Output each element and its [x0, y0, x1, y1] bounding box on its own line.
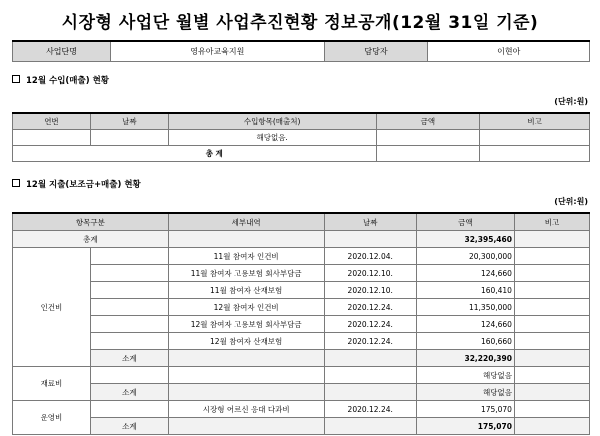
info-row: [13, 41, 590, 62]
operating-subtotal-row: [13, 418, 590, 435]
income-total-label: 총 계: [13, 146, 377, 162]
expense-col-note: 비고: [514, 213, 589, 231]
row-amount: 20,300,000: [416, 248, 514, 265]
row-date: 2020.12.10.: [324, 265, 416, 282]
table-row: [13, 282, 590, 299]
table-row: [13, 367, 590, 384]
income-unit: (단위:원): [554, 97, 588, 106]
income-col-note: 비고: [480, 113, 590, 130]
row-detail: 12월 참여자 인건비: [168, 299, 324, 316]
material-subtotal-row: [13, 384, 590, 401]
table-row: [13, 299, 590, 316]
expense-total-amount: 32,395,460: [416, 231, 514, 248]
material-value: 해당없음: [416, 367, 514, 384]
expense-unit: (단위:원): [554, 197, 588, 206]
material-label: 재료비: [13, 367, 91, 401]
row-amount: 160,410: [416, 282, 514, 299]
row-date: 2020.12.24.: [324, 299, 416, 316]
expense-heading: [12, 178, 141, 190]
info-table: [12, 40, 590, 62]
operating-subtotal-amount: 175,070: [416, 418, 514, 435]
row-detail: 11월 참여자 산재보험: [168, 282, 324, 299]
personnel-subtotal-amount: 32,220,390: [416, 350, 514, 367]
table-row: [13, 316, 590, 333]
row-detail: 11월 참여자 인건비: [168, 248, 324, 265]
table-row: [13, 248, 590, 265]
personnel-subtotal-label: 소계: [90, 350, 168, 367]
expense-table: [12, 212, 590, 435]
table-row: [13, 265, 590, 282]
income-row: [13, 130, 590, 146]
expense-col-amount: 금액: [416, 213, 514, 231]
row-date: 2020.12.10.: [324, 282, 416, 299]
row-detail: 12월 참여자 산재보험: [168, 333, 324, 350]
table-row: [13, 401, 590, 418]
expense-total-label: 총계: [13, 231, 169, 248]
table-row: [13, 333, 590, 350]
personnel-label: 인건비: [13, 248, 91, 367]
manager-value: 이현아: [428, 41, 590, 62]
income-col-no: 연번: [13, 113, 91, 130]
operating-amount: 175,070: [416, 401, 514, 418]
expense-header-row: [13, 213, 590, 231]
checkbox-square-icon: [12, 75, 20, 83]
expense-total-row: [13, 231, 590, 248]
expense-col-date: 날짜: [324, 213, 416, 231]
row-date: 2020.12.24.: [324, 333, 416, 350]
income-heading: [12, 74, 109, 86]
income-col-item: 수입항목(매출처): [168, 113, 376, 130]
operating-date: 2020.12.24.: [324, 401, 416, 418]
row-detail: 11월 참여자 고용보험 회사부담금: [168, 265, 324, 282]
income-total-row: [13, 146, 590, 162]
material-subtotal-amount: 해당없음: [416, 384, 514, 401]
income-col-date: 날짜: [90, 113, 168, 130]
income-empty-text: 해당없음.: [168, 130, 376, 146]
checkbox-square-icon: [12, 179, 20, 187]
expense-heading-text: 12월 지출(보조금+매출) 현황: [26, 180, 141, 190]
org-label: 사업단명: [13, 41, 111, 62]
personnel-subtotal-row: [13, 350, 590, 367]
row-amount: 124,660: [416, 265, 514, 282]
operating-label: 운영비: [13, 401, 91, 435]
row-amount: 11,350,000: [416, 299, 514, 316]
expense-col-category: 항목구분: [13, 213, 169, 231]
row-date: 2020.12.04.: [324, 248, 416, 265]
page-title: 시장형 사업단 월별 사업추진현황 정보공개(12월 31일 기준): [61, 13, 539, 33]
operating-detail: 시장형 어르신 응대 다과비: [168, 401, 324, 418]
row-amount: 124,660: [416, 316, 514, 333]
manager-label: 담당자: [324, 41, 428, 62]
material-subtotal-label: 소계: [90, 384, 168, 401]
org-value: 영유아교육지원: [111, 41, 324, 62]
row-detail: 12월 참여자 고용보험 회사부담금: [168, 316, 324, 333]
row-amount: 160,660: [416, 333, 514, 350]
income-table: [12, 112, 590, 162]
operating-subtotal-label: 소계: [90, 418, 168, 435]
income-heading-text: 12월 수입(매출) 현황: [26, 76, 109, 86]
income-header-row: [13, 113, 590, 130]
income-col-amount: 금액: [376, 113, 480, 130]
expense-col-detail: 세부내역: [168, 213, 324, 231]
row-date: 2020.12.24.: [324, 316, 416, 333]
